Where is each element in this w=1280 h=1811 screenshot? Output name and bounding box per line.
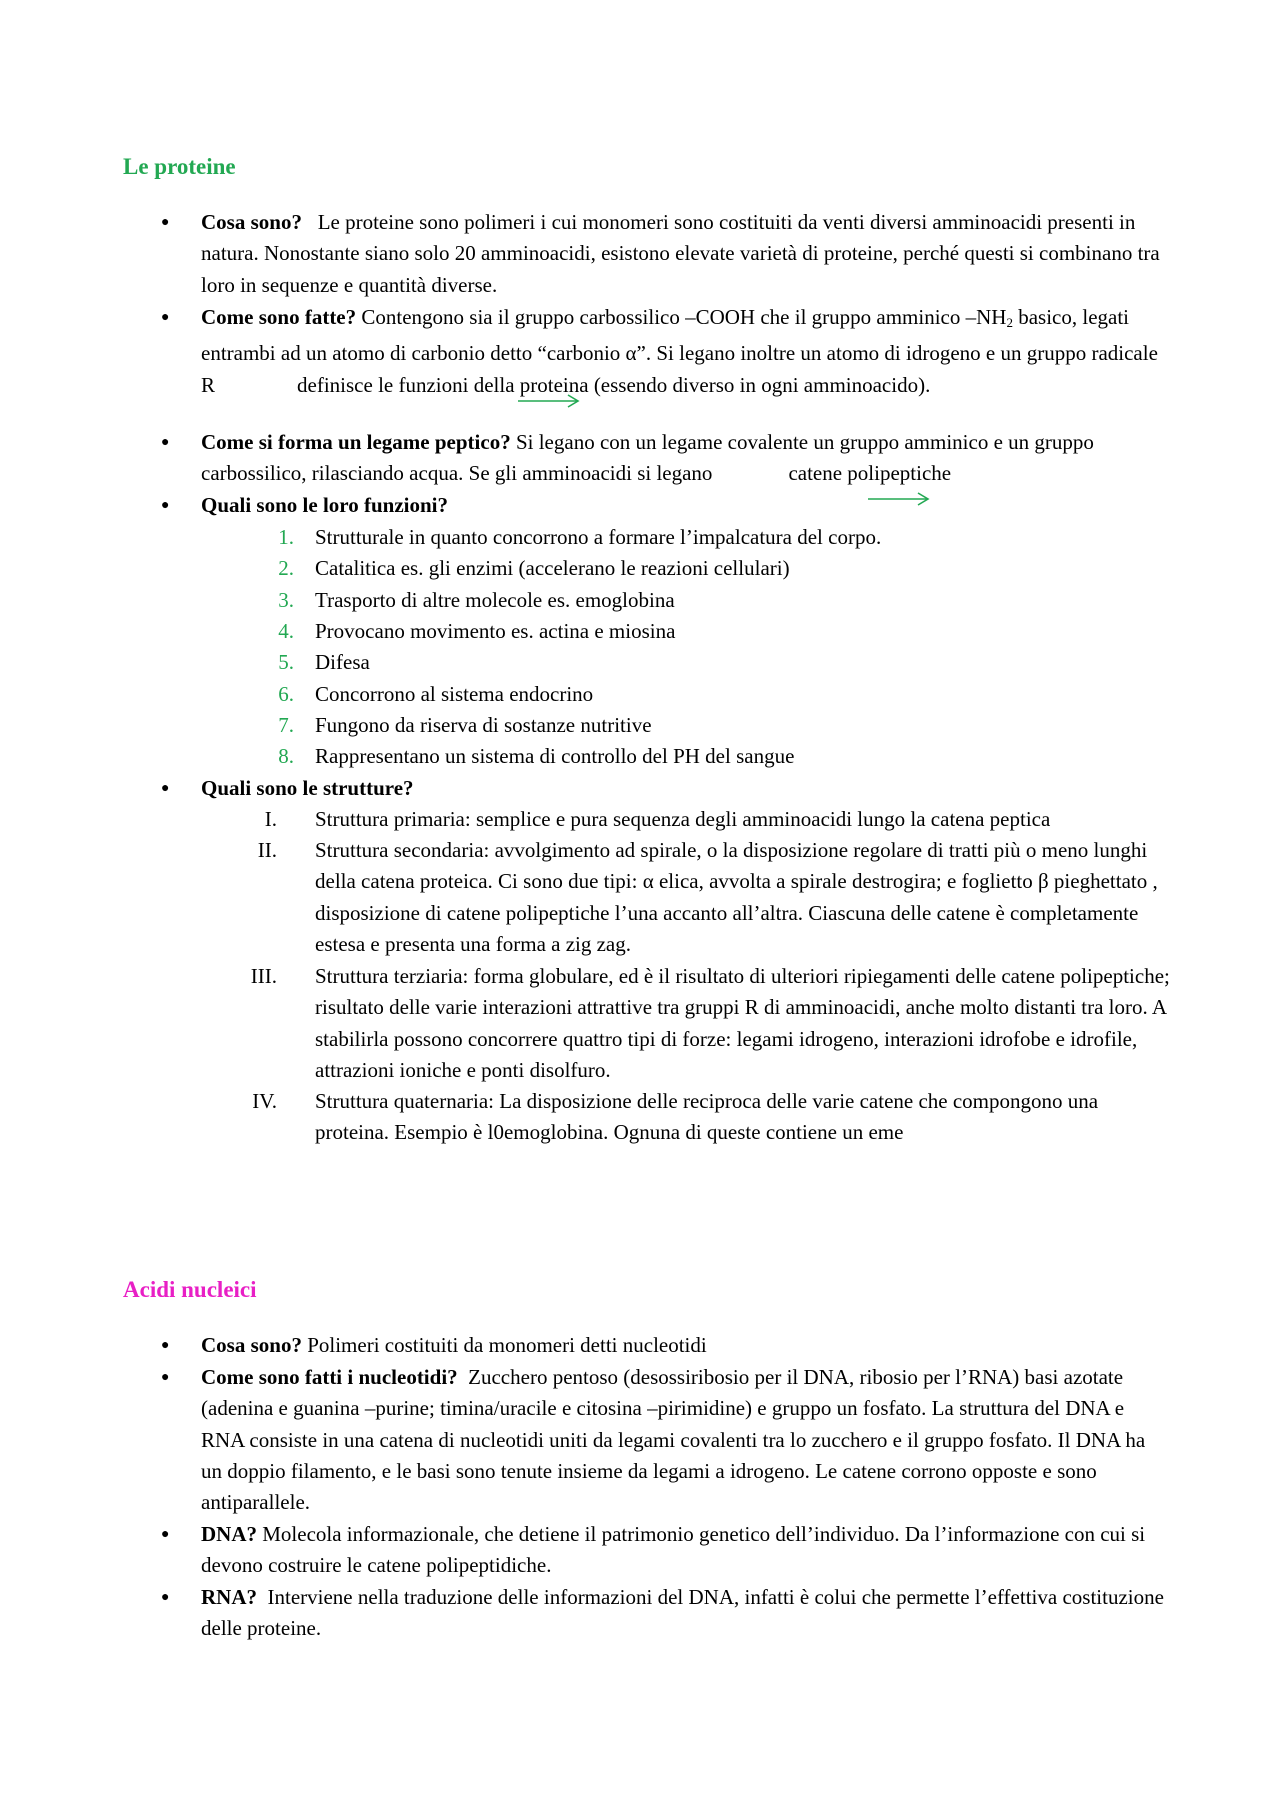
- bullet-icon: ●: [161, 1338, 170, 1353]
- list-number: 3.: [278, 588, 294, 612]
- section-title-proteine: Le proteine: [123, 154, 236, 179]
- bullet-answer: catene polipeptiche: [788, 461, 952, 486]
- list-item: Difesa: [315, 650, 370, 674]
- arrow-right-icon: [516, 393, 582, 409]
- bullet-question: Quali sono le loro funzioni?: [201, 493, 448, 517]
- bullet-answer: basico, legati entrambi ad un atomo di carbonio detto “carbonio α”. Si legano inoltre un atomo di idrogeno e un gruppo radicale R: [201, 305, 1158, 397]
- bullet-question: RNA?: [201, 1585, 257, 1609]
- list-item: Struttura primaria: semplice e pura sequenza degli amminoacidi lungo la catena peptica: [315, 807, 1051, 831]
- list-item: Concorrono al sistema endocrino: [315, 682, 594, 706]
- list-number: 1.: [278, 525, 294, 549]
- bullet-icon: ●: [161, 215, 170, 230]
- list-item: Struttura quaternaria: La disposizione delle reciproca delle varie catene che compongono una proteina. Esempio è l0emoglobina. Ognuna di queste contiene un eme: [315, 1089, 1099, 1145]
- section-title-acidi-nucleici: Acidi nucleici: [123, 1277, 257, 1302]
- bullet-answer: Zucchero pentoso (desossiribosio per il DNA, ribosio per l’RNA) basi azotate (adenina e guanina –purine; timina/uracile e citosina –pirimidine) e gruppo un fosfato. La struttura del DNA e RNA consiste in una catena di nucleotidi uniti da legami covalenti tra lo zucchero e il gruppo fosfato. Il DNA ha un doppio filamento, e le basi sono tenute insieme da legami a idrogeno. Le catene corrono opposte e sono antiparallele.: [201, 1365, 1151, 1515]
- bullet-icon: ●: [161, 310, 170, 325]
- list-number: 7.: [278, 713, 294, 737]
- list-number: 5.: [278, 650, 294, 674]
- list-number: 2.: [278, 556, 294, 580]
- list-item: Struttura terziaria: forma globulare, ed è il risultato di ulteriori ripiegamenti delle catene polipeptiche; risultato delle varie interazioni attrattive tra gruppi R di amminoacidi, anche molto distanti tra loro. A stabilirla possono concorrere quattro tipi di forze: legami idrogeno, interazioni idrofobe e idrofile, attrazioni ioniche e ponti disolfuro.: [315, 964, 1170, 1082]
- list-item: Strutturale in quanto concorrono a formare l’impalcatura del corpo.: [315, 525, 882, 549]
- list-number: 4.: [278, 619, 294, 643]
- bullet-rna: [201, 1582, 1170, 1645]
- bullet-come-sono-fatte: [201, 302, 1166, 401]
- list-item: Rappresentano un sistema di controllo del PH del sangue: [315, 744, 795, 768]
- list-number: I.: [264, 807, 277, 831]
- bullet-legame-peptico: [201, 427, 1166, 490]
- list-number: II.: [257, 838, 277, 862]
- bullet-funzioni: [201, 490, 1166, 521]
- bullet-question: DNA?: [201, 1522, 257, 1546]
- bullet-dna: [201, 1519, 1166, 1582]
- list-item: Fungono da riserva di sostanze nutritive: [315, 713, 652, 737]
- bullet-answer: Contengono sia il gruppo carbossilico –COOH che il gruppo amminico –NH: [356, 305, 1007, 329]
- bullet-question: Cosa sono?: [201, 210, 302, 234]
- bullet-strutture: [201, 773, 1166, 804]
- bullet-answer: Le proteine sono polimeri i cui monomeri sono costituiti da venti diversi amminoacidi presenti in natura. Nonostante siano solo 20 amminoacidi, esistono elevate varietà di proteine, perché questi si combinano tra loro in sequenze e quantità diverse.: [201, 210, 1165, 297]
- bullet-answer: Polimeri costituiti da monomeri detti nucleotidi: [301, 1333, 707, 1357]
- bullet-question: Come sono fatti i nucleotidi?: [201, 1365, 458, 1389]
- bullet-nucleotidi: [201, 1362, 1166, 1518]
- bullet-question: Come si forma un legame peptico?: [201, 430, 511, 454]
- list-item: Trasporto di altre molecole es. emoglobina: [315, 588, 675, 612]
- bullet-cosa-sono: [201, 207, 1166, 301]
- list-number: 8.: [278, 744, 294, 768]
- list-item: Struttura secondaria: avvolgimento ad spirale, o la disposizione regolare di tratti più o meno lunghi della catena proteica. Ci sono due tipi: α elica, avvolta a spirale destrogira; e foglietto β pieghettato , disposizione di catene polipeptiche l’una accanto all’altra. Ciascuna delle catene è completamente estesa e presenta una forma a zig zag.: [315, 838, 1158, 956]
- bullet-icon: ●: [161, 1590, 170, 1605]
- subscript-2: 2: [1006, 315, 1013, 330]
- list-number: 6.: [278, 682, 294, 706]
- list-number: IV.: [252, 1089, 277, 1113]
- bullet-icon: ●: [161, 435, 170, 450]
- bullet-question: Quali sono le strutture?: [201, 776, 414, 800]
- bullet-answer: Si legano con un legame covalente un gruppo amminico e un gruppo carbossilico, rilasciando acqua. Se gli amminoacidi si legano: [201, 430, 1094, 486]
- list-item: Provocano movimento es. actina e miosina: [315, 619, 676, 643]
- bullet-answer: definisce le funzioni della proteina (essendo diverso in ogni amminoacido).: [297, 372, 931, 397]
- bullet-icon: ●: [161, 498, 170, 513]
- bullet-answer: Molecola informazionale, che detiene il patrimonio genetico dell’individuo. Da l’informazione con cui si devono costruire le catene polipeptidiche.: [201, 1522, 1151, 1578]
- list-item: Catalitica es. gli enzimi (accelerano le reazioni cellulari): [315, 556, 790, 580]
- bullet-question: Cosa sono?: [201, 1333, 302, 1357]
- bullet-cosa-sono: [201, 1330, 1166, 1361]
- bullet-icon: ●: [161, 1370, 170, 1385]
- list-number: III.: [250, 964, 277, 988]
- bullet-icon: ●: [161, 1527, 170, 1542]
- bullet-answer: Interviene nella traduzione delle informazioni del DNA, infatti è colui che permette l’effettiva costituzione delle proteine.: [201, 1585, 1170, 1641]
- bullet-question: Come sono fatte?: [201, 305, 357, 329]
- bullet-icon: ●: [161, 781, 170, 796]
